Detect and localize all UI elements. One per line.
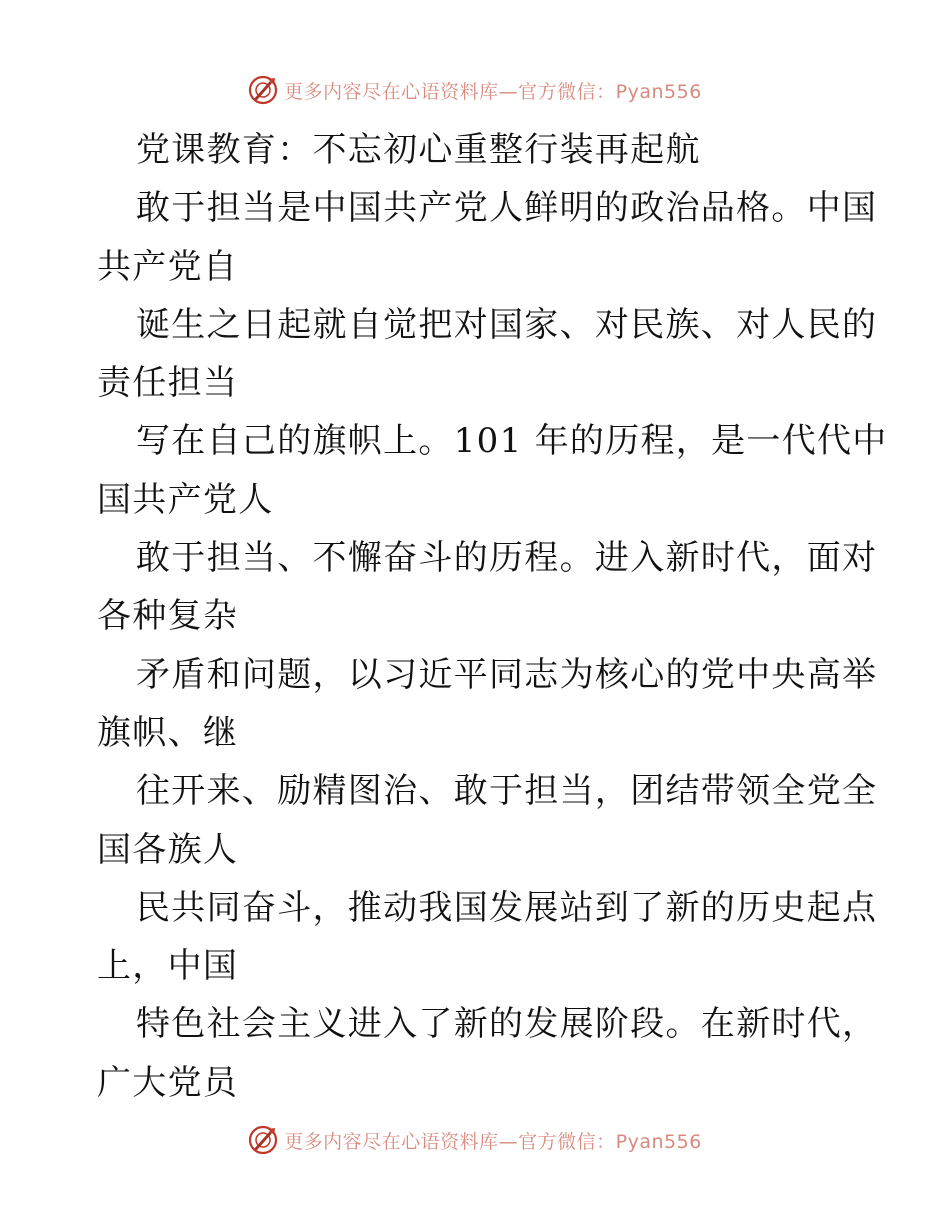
paragraph-line: 矛盾和问题，以习近平同志为核心的党中央高举 [136, 654, 878, 695]
paragraph-line: 责任担当 [97, 363, 239, 404]
paragraph-line: 敢于担当、不懈奋斗的历程。进入新时代，面对 [136, 538, 878, 579]
paragraph-line: 共产党自 [97, 246, 239, 287]
paragraph-line: 国各族人 [97, 829, 239, 870]
quill-logo-icon [248, 75, 278, 105]
document-body [97, 121, 888, 1112]
paragraph-line: 敢于担当是中国共产党人鲜明的政治品格。中国 [136, 188, 878, 229]
paragraph-line: 上，中国 [97, 946, 239, 987]
paragraph-line: 各种复杂 [97, 596, 239, 637]
watermark-footer [0, 1120, 950, 1160]
paragraph-line: 诞生之日起就自觉把对国家、对民族、对人民的 [136, 304, 878, 345]
paragraph-line: 往开来、励精图治、敢于担当，团结带领全党全 [136, 771, 878, 812]
quill-logo-icon [248, 1125, 278, 1155]
paragraph-line: 旗帜、继 [97, 712, 239, 753]
paragraph-line: 民共同奋斗，推动我国发展站到了新的历史起点 [136, 887, 878, 928]
paragraph-line: 写在自己的旗帜上。101 年的历程，是一代代中 [136, 421, 888, 462]
watermark-text: 更多内容尽在心语资料库—官方微信：Pyan556 [284, 80, 702, 103]
paragraph-line: 广大党员 [97, 1062, 239, 1103]
document-title: 党课教育：不忘初心重整行装再起航 [136, 130, 701, 170]
watermark-text: 更多内容尽在心语资料库—官方微信：Pyan556 [284, 1130, 702, 1153]
paragraph-line: 特色社会主义进入了新的发展阶段。在新时代， [136, 1004, 878, 1045]
watermark-header [0, 70, 950, 110]
paragraph-line: 国共产党人 [97, 479, 274, 520]
